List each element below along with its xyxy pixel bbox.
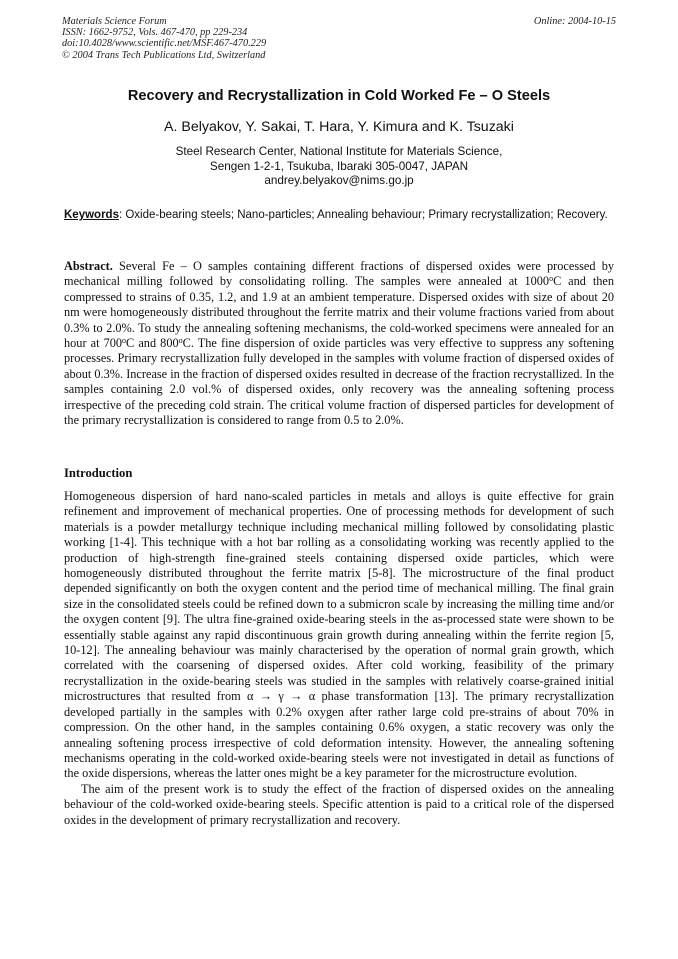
abstract-text-2: C and then compressed to strains of 0.35, 1.2, and 1.9 at an ambient temperature. Dispersed oxides with size of about 20 nm were homogeneously distributed throughout the ferrite matrix and their volume fractions varied from about 0.3% to 2.0%. To study the annealing softening mechanisms, the cold-worked specimens were annealed for an hour at 700 — [64, 274, 614, 351]
affiliation-line-2: Sengen 1-2-1, Tsukuba, Ibaraki 305-0047, JAPAN — [209, 159, 469, 173]
abstract-text-1: Several Fe – O samples containing different fractions of dispersed oxides were processed by mechanical milling followed by consolidating rolling. The samples were annealed at 1000 — [64, 259, 614, 289]
keywords-colon: : — [118, 209, 123, 221]
abstract-text-4: C. The fine dispersion of oxide particles was very effective to suppress any softening processes. Primary recrystallization fully developed in the samples with volume fraction of dispersed oxides of about 0.3%. Increase in the fraction of dispersed oxides resulted in decrease of the fraction recrystallized. In the samples containing 2.0 vol.% of dispersed oxides, only recovery was the annealing softening process irrespective of the preceding cold strain. The critical volume fraction of dispersed particles for development of the primary recrystallization is considered to range from 0.5 to 2.0%. — [64, 336, 614, 428]
introduction-body — [64, 489, 614, 828]
issn-line: ISSN: 1662-9752, Vols. 467-470, pp 229-234 — [62, 27, 248, 39]
author-email[interactable]: andrey.belyakov@nims.go.jp — [264, 174, 414, 188]
degree-superscript: o — [122, 336, 127, 346]
degree-superscript: o — [178, 336, 183, 346]
keywords-label: Keywords — [64, 209, 119, 221]
publication-header — [62, 16, 266, 61]
abstract-block — [64, 259, 614, 428]
affiliation-line-1: Steel Research Center, National Institute for Materials Science, — [175, 145, 503, 158]
degree-superscript: o — [549, 274, 554, 284]
copyright-line: © 2004 Trans Tech Publications Ltd, Switzerland — [62, 49, 266, 61]
online-date: Online: 2004-10-15 — [533, 16, 616, 27]
introduction-paragraph-2: The aim of the present work is to study the effect of the fraction of dispersed oxides on the annealing behaviour of the cold-worked oxide-bearing steels. Specific attention is paid to a critical role of the dispersed oxides in the development of primary recrystallization and recovery. — [64, 781, 614, 827]
keywords-block — [64, 208, 614, 223]
introduction-heading: Introduction — [64, 466, 133, 480]
doi-line[interactable]: doi:10.4028/www.scientific.net/MSF.467-470.229 — [62, 38, 267, 50]
paper-title: Recovery and Recrystallization in Cold Worked Fe – O Steels — [127, 88, 551, 104]
abstract-text-3: C and 800 — [126, 336, 179, 351]
journal-name: Materials Science Forum — [62, 16, 167, 27]
abstract-label: Abstract. — [64, 259, 113, 273]
keywords-text: Oxide-bearing steels; Nano-particles; Annealing behaviour; Primary recrystallization; Recovery. — [122, 209, 608, 221]
affiliation-block — [0, 145, 678, 189]
author-list: A. Belyakov, Y. Sakai, T. Hara, Y. Kimura and K. Tsuzaki — [164, 119, 514, 135]
introduction-paragraph-1: Homogeneous dispersion of hard nano-scaled particles in metals and alloys is quite effective for grain refinement and improvement of mechanical properties. One of processing methods for development of such materials is a powder metallurgy technique including mechanical milling followed by consolidating plastic working [1-4]. This technique with a hot bar rolling as a consolidating working was recently applied to the production of high-strength fine-grained steels containing dispersed oxide particles, which were homogeneously distributed throughout the ferrite matrix [5-8]. The microstructure of the final product depended significantly on both the oxygen content and the period time of mechanical milling. The final grain size in the consolidated steels could be refined down to a submicron scale by increasing the milling time and/or the oxygen content [9]. The ultra fine-grained oxide-bearing steels in the as-processed state were shown to be essentially stable against any rapid discontinuous grain growth during annealing within the ferrite region [5, 10-12]. The annealing behaviour was mainly characterised by the operation of normal grain growth, which correlated with the coarsening of dispersed oxides. After cold working, feasibility of the primary recrystallization in the oxide-bearing steels was studied in the samples with relatively coarse-grained initial microstructures that resulted from α → γ → α phase transformation [13]. The primary recrystallization developed partially in the samples with 0.2% oxygen after rather large cold pre-strains of about 70% in compression. On the other hand, in the samples containing 0.6% oxygen, a static recovery was only the annealing softening process irrespective of cold deformation intensity. However, the annealing softening mechanisms operating in the cold-worked oxide-bearing steels were not investigated in detail as functions of the oxide dispersions, whereas the latter ones might be a key parameter for the microstructure evolution. — [64, 489, 614, 781]
